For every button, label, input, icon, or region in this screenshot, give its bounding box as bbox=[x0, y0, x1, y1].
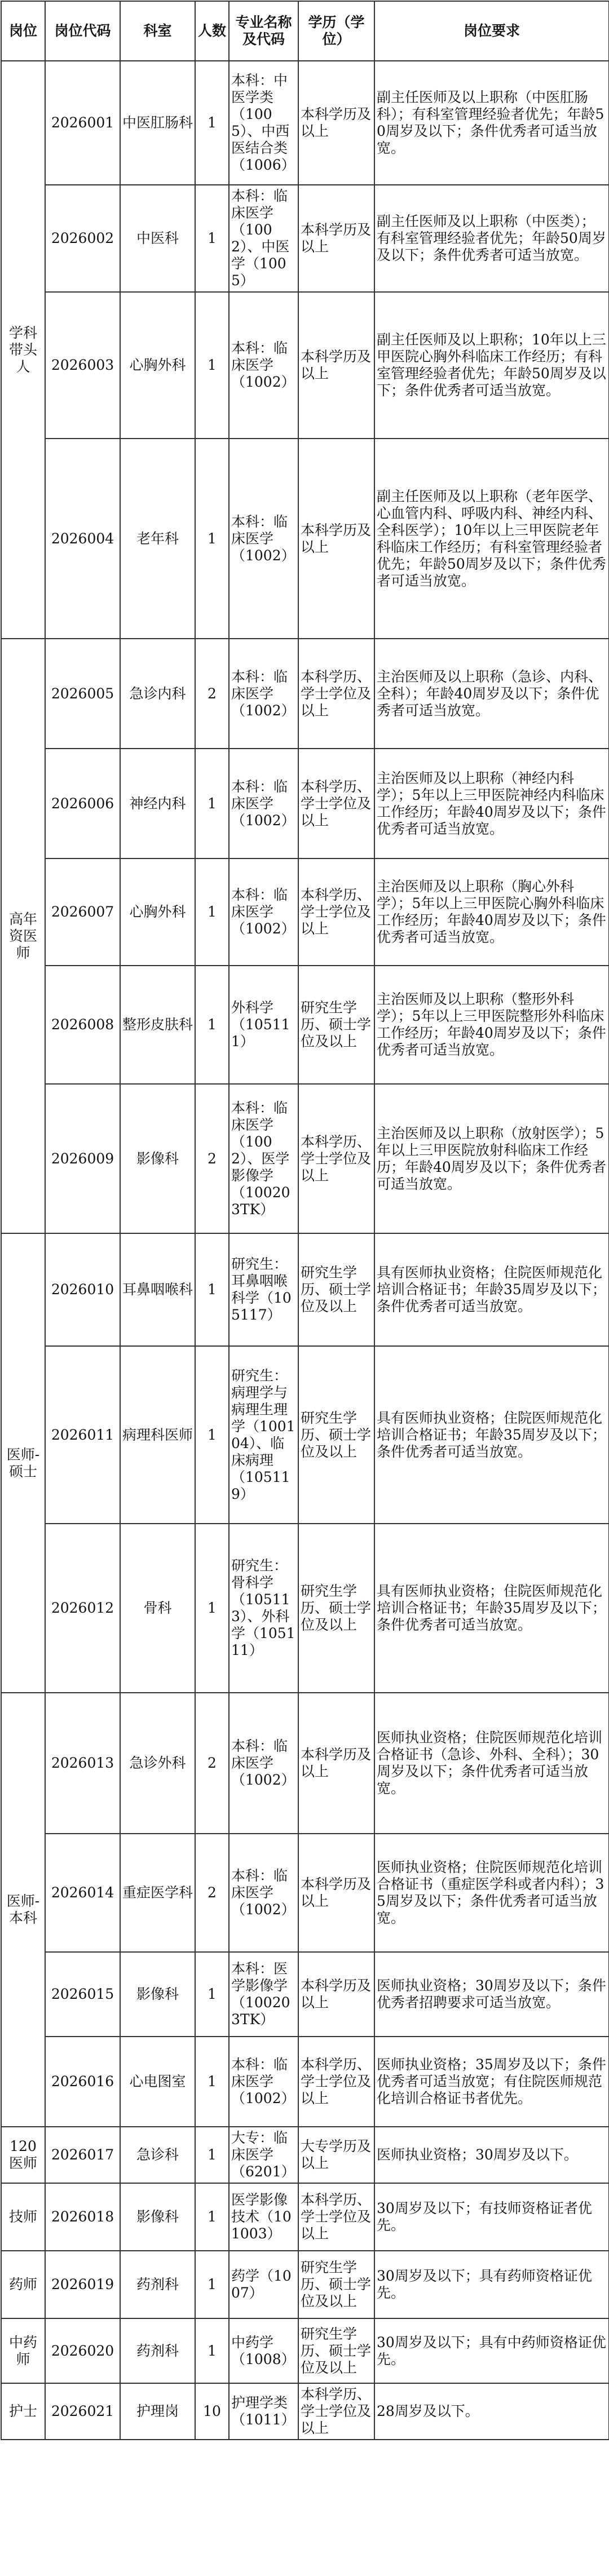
code-cell: 2026009 bbox=[45, 1084, 120, 1233]
dept-cell: 影像科 bbox=[120, 1952, 195, 2037]
table-row bbox=[1, 749, 609, 858]
dept-cell: 整形皮肤科 bbox=[120, 966, 195, 1084]
dept-cell: 心胸外科 bbox=[120, 292, 195, 439]
education-cell: 本科学历及以上 bbox=[298, 185, 374, 292]
education-cell: 研究生学历、硕士学位及以上 bbox=[298, 1524, 374, 1693]
dept-cell: 影像科 bbox=[120, 1084, 195, 1233]
position-cell: 护士 bbox=[1, 2383, 45, 2440]
education-cell: 研究生学历、硕士学位及以上 bbox=[298, 2251, 374, 2318]
dept-cell: 中医肛肠科 bbox=[120, 61, 195, 185]
major-cell: 外科学（105111） bbox=[229, 966, 298, 1084]
code-cell: 2026013 bbox=[45, 1693, 120, 1834]
major-cell: 本科：临床医学（1002） bbox=[229, 749, 298, 858]
major-cell: 本科：临床医学（1002） bbox=[229, 439, 298, 639]
code-cell: 2026014 bbox=[45, 1834, 120, 1952]
education-cell: 本科学历及以上 bbox=[298, 292, 374, 439]
header-major: 专业名称及代码 bbox=[229, 1, 298, 61]
count-cell: 1 bbox=[195, 439, 229, 639]
count-cell: 1 bbox=[195, 1524, 229, 1693]
dept-cell: 药剂科 bbox=[120, 2251, 195, 2318]
code-cell: 2026019 bbox=[45, 2251, 120, 2318]
requirements-cell: 医师执业资格；30周岁及以下；条件优秀者招聘要求可适当放宽。 bbox=[374, 1952, 609, 2037]
table-row bbox=[1, 639, 609, 749]
dept-cell: 药剂科 bbox=[120, 2318, 195, 2383]
dept-cell: 病理科医师 bbox=[120, 1346, 195, 1524]
requirements-cell: 副主任医师及以上职称（老年医学、心血管内科、呼吸内科、神经内科、全科医学）；10年以上三甲医院老年科临床工作经历；有科室管理经验者优先；年龄50周岁及以下；条件优秀者可适当放宽。 bbox=[374, 439, 609, 639]
table-row bbox=[1, 2383, 609, 2440]
table-row bbox=[1, 2251, 609, 2318]
position-cell: 中药师 bbox=[1, 2318, 45, 2383]
education-cell: 本科学历、学士学位及以上 bbox=[298, 2037, 374, 2127]
table-row bbox=[1, 966, 609, 1084]
table-header-row bbox=[1, 1, 609, 61]
education-cell: 本科学历、学士学位及以上 bbox=[298, 858, 374, 966]
requirements-cell: 主治医师及以上职称（急诊、内科、全科）；年龄40周岁及以下；条件优秀者可适当放宽。 bbox=[374, 639, 609, 749]
table-row bbox=[1, 2183, 609, 2251]
requirements-cell: 医师执业资格；35周岁及以下；条件优秀者可适当放宽；有住院医师规范化培训合格证书者优先。 bbox=[374, 2037, 609, 2127]
count-cell: 1 bbox=[195, 185, 229, 292]
code-cell: 2026010 bbox=[45, 1233, 120, 1346]
education-cell: 本科学历、学士学位及以上 bbox=[298, 2183, 374, 2251]
requirements-cell: 30周岁及以下；有技师资格证者优先。 bbox=[374, 2183, 609, 2251]
requirements-cell: 主治医师及以上职称（放射医学）；5年以上三甲医院放射科临床工作经历；年龄40周岁及以下；条件优秀者可适当放宽。 bbox=[374, 1084, 609, 1233]
table-row bbox=[1, 2318, 609, 2383]
education-cell: 研究生学历、硕士学位及以上 bbox=[298, 966, 374, 1084]
header-dept: 科室 bbox=[120, 1, 195, 61]
requirements-cell: 医师执业资格；住院医师规范化培训合格证书（急诊、外科、全科）；30周岁及以下；条件优秀者可适当放宽。 bbox=[374, 1693, 609, 1834]
count-cell: 1 bbox=[195, 1233, 229, 1346]
code-cell: 2026003 bbox=[45, 292, 120, 439]
count-cell: 1 bbox=[195, 1346, 229, 1524]
code-cell: 2026006 bbox=[45, 749, 120, 858]
count-cell: 1 bbox=[195, 292, 229, 439]
education-cell: 本科学历及以上 bbox=[298, 1834, 374, 1952]
code-cell: 2026008 bbox=[45, 966, 120, 1084]
requirements-cell: 30周岁及以下；具有中药师资格证优先。 bbox=[374, 2318, 609, 2383]
requirements-cell: 具有医师执业资格；住院医师规范化培训合格证书；年龄35周岁及以下；条件优秀者可适当放宽。 bbox=[374, 1524, 609, 1693]
major-cell: 本科：临床医学（1002） bbox=[229, 1834, 298, 1952]
requirements-cell: 副主任医师及以上职称；10年以上三甲医院心胸外科临床工作经历；有科室管理经验者优先；年龄50周岁及以下；条件优秀者可适当放宽。 bbox=[374, 292, 609, 439]
dept-cell: 护理岗 bbox=[120, 2383, 195, 2440]
dept-cell: 中医科 bbox=[120, 185, 195, 292]
count-cell: 1 bbox=[195, 2183, 229, 2251]
code-cell: 2026016 bbox=[45, 2037, 120, 2127]
position-cell: 高年资医师 bbox=[1, 639, 45, 1233]
major-cell: 本科：临床医学（1002）、中医学（1005） bbox=[229, 185, 298, 292]
count-cell: 1 bbox=[195, 1952, 229, 2037]
count-cell: 1 bbox=[195, 858, 229, 966]
education-cell: 本科学历、学士学位及以上 bbox=[298, 639, 374, 749]
count-cell: 1 bbox=[195, 2318, 229, 2383]
table-row bbox=[1, 1952, 609, 2037]
dept-cell: 影像科 bbox=[120, 2183, 195, 2251]
code-cell: 2026004 bbox=[45, 439, 120, 639]
code-cell: 2026002 bbox=[45, 185, 120, 292]
major-cell: 医学影像技术（101003） bbox=[229, 2183, 298, 2251]
position-cell: 医师-硕士 bbox=[1, 1233, 45, 1693]
code-cell: 2026001 bbox=[45, 61, 120, 185]
position-cell: 医师-本科 bbox=[1, 1693, 45, 2127]
table-row bbox=[1, 1346, 609, 1524]
header-code: 岗位代码 bbox=[45, 1, 120, 61]
dept-cell: 耳鼻咽喉科 bbox=[120, 1233, 195, 1346]
recruitment-table bbox=[1, 1, 609, 2440]
position-cell: 学科带头人 bbox=[1, 61, 45, 639]
code-cell: 2026017 bbox=[45, 2127, 120, 2183]
major-cell: 药学（1007） bbox=[229, 2251, 298, 2318]
education-cell: 本科学历及以上 bbox=[298, 1952, 374, 2037]
major-cell: 本科：临床医学（1002） bbox=[229, 858, 298, 966]
count-cell: 2 bbox=[195, 639, 229, 749]
education-cell: 本科学历及以上 bbox=[298, 61, 374, 185]
position-cell: 药师 bbox=[1, 2251, 45, 2318]
count-cell: 1 bbox=[195, 61, 229, 185]
education-cell: 本科学历、学士学位及以上 bbox=[298, 2383, 374, 2440]
code-cell: 2026015 bbox=[45, 1952, 120, 2037]
major-cell: 本科：临床医学（1002） bbox=[229, 639, 298, 749]
dept-cell: 神经内科 bbox=[120, 749, 195, 858]
requirements-cell: 主治医师及以上职称（整形外科学）；5年以上三甲医院整形外科临床工作经历；年龄40周岁及以下；条件优秀者可适当放宽。 bbox=[374, 966, 609, 1084]
major-cell: 研究生：耳鼻咽喉科学（105117） bbox=[229, 1233, 298, 1346]
table-row bbox=[1, 858, 609, 966]
requirements-cell: 医师执业资格；住院医师规范化培训合格证书（重症医学科或者内科）；35周岁及以下；条件优秀者可适当放宽。 bbox=[374, 1834, 609, 1952]
table-row bbox=[1, 292, 609, 439]
education-cell: 研究生学历、硕士学位及以上 bbox=[298, 2318, 374, 2383]
table-row bbox=[1, 1233, 609, 1346]
table-row bbox=[1, 1693, 609, 1834]
requirements-cell: 主治医师及以上职称（神经内科学）；5年以上三甲医院神经内科临床工作经历；年龄40周岁及以下；条件优秀者可适当放宽。 bbox=[374, 749, 609, 858]
table-row bbox=[1, 439, 609, 639]
code-cell: 2026012 bbox=[45, 1524, 120, 1693]
dept-cell: 骨科 bbox=[120, 1524, 195, 1693]
count-cell: 1 bbox=[195, 2251, 229, 2318]
dept-cell: 心胸外科 bbox=[120, 858, 195, 966]
major-cell: 研究生：病理学与病理生理学（100104）、临床病理（105119） bbox=[229, 1346, 298, 1524]
education-cell: 大专学历及以上 bbox=[298, 2127, 374, 2183]
dept-cell: 急诊科 bbox=[120, 2127, 195, 2183]
position-cell: 120医师 bbox=[1, 2127, 45, 2183]
table-row bbox=[1, 185, 609, 292]
count-cell: 2 bbox=[195, 1693, 229, 1834]
header-education: 学历（学位） bbox=[298, 1, 374, 61]
code-cell: 2026005 bbox=[45, 639, 120, 749]
major-cell: 大专：临床医学（6201） bbox=[229, 2127, 298, 2183]
count-cell: 1 bbox=[195, 966, 229, 1084]
requirements-cell: 具有医师执业资格；住院医师规范化培训合格证书；年龄35周岁及以下；条件优秀者可适当放宽。 bbox=[374, 1233, 609, 1346]
major-cell: 本科：临床医学（1002） bbox=[229, 1693, 298, 1834]
dept-cell: 重症医学科 bbox=[120, 1834, 195, 1952]
major-cell: 研究生：骨科学（105113）、外科学（105111） bbox=[229, 1524, 298, 1693]
code-cell: 2026011 bbox=[45, 1346, 120, 1524]
education-cell: 本科学历及以上 bbox=[298, 439, 374, 639]
major-cell: 中药学（1008） bbox=[229, 2318, 298, 2383]
education-cell: 研究生学历、硕士学位及以上 bbox=[298, 1233, 374, 1346]
requirements-cell: 28周岁及以下。 bbox=[374, 2383, 609, 2440]
header-position: 岗位 bbox=[1, 1, 45, 61]
requirements-cell: 医师执业资格；30周岁及以下。 bbox=[374, 2127, 609, 2183]
education-cell: 本科学历、学士学位及以上 bbox=[298, 749, 374, 858]
dept-cell: 急诊外科 bbox=[120, 1693, 195, 1834]
table-row bbox=[1, 2127, 609, 2183]
requirements-cell: 30周岁及以下；具有药师资格证优先。 bbox=[374, 2251, 609, 2318]
education-cell: 本科学历及以上 bbox=[298, 1693, 374, 1834]
code-cell: 2026018 bbox=[45, 2183, 120, 2251]
dept-cell: 老年科 bbox=[120, 439, 195, 639]
table-row bbox=[1, 1834, 609, 1952]
major-cell: 本科：中医学类（1005）、中西医结合类（1006） bbox=[229, 61, 298, 185]
count-cell: 1 bbox=[195, 749, 229, 858]
table-row bbox=[1, 2037, 609, 2127]
dept-cell: 急诊内科 bbox=[120, 639, 195, 749]
education-cell: 本科学历、学士学位及以上 bbox=[298, 1084, 374, 1233]
count-cell: 10 bbox=[195, 2383, 229, 2440]
major-cell: 本科：临床医学（1002）、医学影像学（100203TK） bbox=[229, 1084, 298, 1233]
code-cell: 2026007 bbox=[45, 858, 120, 966]
dept-cell: 心电图室 bbox=[120, 2037, 195, 2127]
position-cell: 技师 bbox=[1, 2183, 45, 2251]
table-row bbox=[1, 1524, 609, 1693]
count-cell: 2 bbox=[195, 1834, 229, 1952]
table-row bbox=[1, 1084, 609, 1233]
count-cell: 1 bbox=[195, 2037, 229, 2127]
requirements-cell: 主治医师及以上职称（胸心外科学）；5年以上三甲医院心胸外科临床工作经历；年龄40周岁及以下；条件优秀者可适当放宽。 bbox=[374, 858, 609, 966]
major-cell: 护理学类（1011） bbox=[229, 2383, 298, 2440]
header-requirements: 岗位要求 bbox=[374, 1, 609, 61]
requirements-cell: 副主任医师及以上职称（中医肛肠科）；有科室管理经验者优先；年龄50周岁及以下；条件优秀者可适当放宽。 bbox=[374, 61, 609, 185]
code-cell: 2026020 bbox=[45, 2318, 120, 2383]
count-cell: 2 bbox=[195, 1084, 229, 1233]
education-cell: 研究生学历、硕士学位及以上 bbox=[298, 1346, 374, 1524]
table-row bbox=[1, 61, 609, 185]
code-cell: 2026021 bbox=[45, 2383, 120, 2440]
count-cell: 1 bbox=[195, 2127, 229, 2183]
major-cell: 本科：医学影像学（100203TK） bbox=[229, 1952, 298, 2037]
requirements-cell: 具有医师执业资格；住院医师规范化培训合格证书；年龄35周岁及以下；条件优秀者可适当放宽。 bbox=[374, 1346, 609, 1524]
major-cell: 本科：临床医学（1002） bbox=[229, 2037, 298, 2127]
header-count: 人数 bbox=[195, 1, 229, 61]
major-cell: 本科：临床医学（1002） bbox=[229, 292, 298, 439]
requirements-cell: 副主任医师及以上职称（中医类）；有科室管理经验者优先；年龄50周岁及以下；条件优秀者可适当放宽。 bbox=[374, 185, 609, 292]
